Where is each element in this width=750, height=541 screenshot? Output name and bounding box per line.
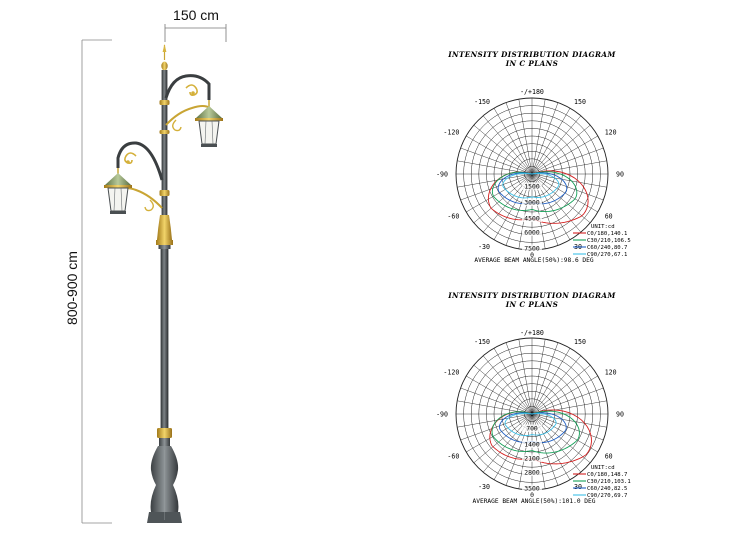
legend-entry: C60/240,80.7 <box>587 245 628 251</box>
ring-value-label: 3000 <box>524 198 540 207</box>
angle-label: -90 <box>436 170 448 179</box>
width-dimension <box>165 7 226 42</box>
angle-label: 150 <box>574 337 586 346</box>
height-dimension <box>64 40 112 523</box>
angle-label-180: -/+180 <box>520 329 544 337</box>
angle-label: -120 <box>443 368 460 377</box>
legend-entry: C30/210,103.1 <box>587 479 631 485</box>
intensity-diagram-1 <box>436 50 631 264</box>
diagram-subtitle: IN C PLANS <box>505 300 559 309</box>
angle-label: -150 <box>474 337 490 346</box>
angle-label: -30 <box>478 243 490 252</box>
zero-label: 0 <box>530 491 534 499</box>
center-label: 0 <box>530 410 534 418</box>
legend-entry: C90/270,67.1 <box>587 252 628 258</box>
ring-value-label: 2100 <box>524 454 540 463</box>
ring-value-label: 1400 <box>524 440 540 449</box>
legend-entry: C0/180,140.1 <box>587 231 628 237</box>
angle-label: 30 <box>574 243 582 252</box>
ring-value-label: 700 <box>526 424 538 433</box>
angle-label: -30 <box>478 483 490 492</box>
intensity-diagram-2 <box>436 291 631 505</box>
ring-value-label: 2800 <box>524 468 540 477</box>
ring-value-label: 3500 <box>524 484 540 493</box>
legend-entry: C60/240,82.5 <box>587 486 628 492</box>
ring-value-label: 7500 <box>524 244 540 253</box>
unit-label: UNIT:cd <box>591 465 615 471</box>
angle-label: 60 <box>604 212 613 221</box>
angle-label: 150 <box>574 97 586 106</box>
angle-label: 120 <box>604 128 617 137</box>
beam-angle-footer: AVERAGE BEAM ANGLE(50%):98.6 DEG <box>474 257 594 264</box>
ring-value-label: 6000 <box>524 228 540 237</box>
diagram-title: INTENSITY DISTRIBUTION DIAGRAM <box>448 50 616 59</box>
angle-label: 90 <box>616 170 624 179</box>
angle-label: 120 <box>604 368 617 377</box>
legend-entry: C30/210,106.5 <box>587 238 631 244</box>
diagram-title: INTENSITY DISTRIBUTION DIAGRAM <box>448 291 616 300</box>
angle-label: -60 <box>447 212 460 221</box>
angle-label: 60 <box>604 452 613 461</box>
angle-label: 30 <box>574 483 582 492</box>
ring-value-label: 4500 <box>524 214 540 223</box>
angle-label-180: -/+180 <box>520 88 544 96</box>
angle-label: -150 <box>474 97 490 106</box>
angle-label: -90 <box>436 410 448 419</box>
angle-label: -120 <box>443 128 460 137</box>
legend-entry: C90/270,69.7 <box>587 493 628 499</box>
height-dimension-label: 800-900 cm <box>64 251 80 325</box>
unit-label: UNIT:cd <box>591 224 615 230</box>
diagram-subtitle: IN C PLANS <box>505 59 559 68</box>
ring-value-label: 1500 <box>524 182 540 191</box>
legend-entry: C0/180,148.7 <box>587 472 628 478</box>
beam-angle-footer: AVERAGE BEAM ANGLE(50%):101.0 DEG <box>472 498 596 505</box>
intensity-diagrams <box>436 50 631 505</box>
lamp-post-illustration <box>104 44 223 523</box>
angle-label: 90 <box>616 410 624 419</box>
zero-label: 0 <box>530 251 534 259</box>
width-dimension-label: 150 cm <box>173 7 219 23</box>
angle-label: -60 <box>447 452 460 461</box>
